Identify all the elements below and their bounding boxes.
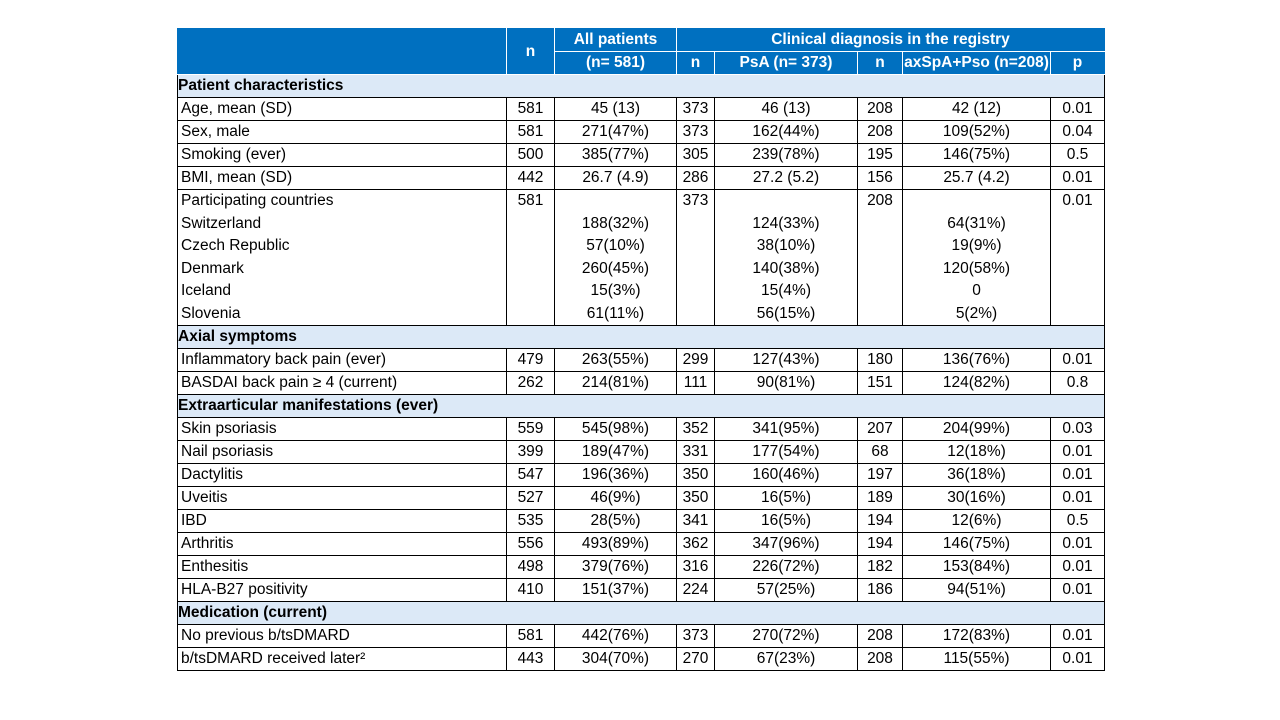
countries-labels <box>178 190 507 326</box>
n-psa: 331 <box>677 441 715 464</box>
p-value: 0.01 <box>1051 625 1105 648</box>
cell-value: 19(9%) <box>951 237 1002 254</box>
row-label: Enthesitis <box>178 556 507 579</box>
n-all: 581 <box>507 625 555 648</box>
n-all: 581 <box>507 121 555 144</box>
row-label: b/tsDMARD received later² <box>178 648 507 671</box>
p-value: 0.01 <box>1051 464 1105 487</box>
cell-value: 120(58%) <box>942 259 1011 277</box>
all-patients-value: 379(76%) <box>555 556 677 579</box>
all-patients-value: 46(9%) <box>555 487 677 510</box>
psa-value: 57(25%) <box>715 579 858 602</box>
header-n-axspa: n <box>858 52 903 75</box>
n-psa: 373 <box>677 98 715 121</box>
cell-value: 373 <box>682 192 709 209</box>
countries-psa-values <box>715 190 858 326</box>
p-value: 0.01 <box>1051 487 1105 510</box>
table-row <box>178 556 1105 579</box>
row-label: IBD <box>178 510 507 533</box>
n-psa: 373 <box>677 625 715 648</box>
all-patients-value: 493(89%) <box>555 533 677 556</box>
n-all: 581 <box>507 98 555 121</box>
n-psa: 270 <box>677 648 715 671</box>
cell-value: 140(38%) <box>752 259 820 277</box>
p-value: 0.01 <box>1051 441 1105 464</box>
n-all: 559 <box>507 418 555 441</box>
n-axspa: 207 <box>858 418 903 441</box>
cell-value: 0.01 <box>1062 192 1093 209</box>
all-patients-value: 45 (13) <box>555 98 677 121</box>
countries-n-axspa <box>858 190 903 326</box>
n-axspa: 194 <box>858 510 903 533</box>
p-value: 0.01 <box>1051 98 1105 121</box>
row-label: Skin psoriasis <box>178 418 507 441</box>
p-value: 0.8 <box>1051 372 1105 395</box>
all-patients-value: 189(47%) <box>555 441 677 464</box>
p-value: 0.01 <box>1051 579 1105 602</box>
cell-value: 260(45%) <box>581 259 650 277</box>
n-psa: 224 <box>677 579 715 602</box>
countries-all-values <box>555 190 677 326</box>
table-row <box>178 418 1105 441</box>
axspa-value: 172(83%) <box>903 625 1051 648</box>
n-all: 442 <box>507 167 555 190</box>
header-p: p <box>1051 52 1105 75</box>
table-row <box>178 533 1105 556</box>
row-label: BASDAI back pain ≥ 4 (current) <box>178 372 507 395</box>
row-label: No previous b/tsDMARD <box>178 625 507 648</box>
row-label: Dactylitis <box>178 464 507 487</box>
p-value: 0.03 <box>1051 418 1105 441</box>
p-value: 0.01 <box>1051 556 1105 579</box>
header-n-all: n <box>507 29 555 75</box>
header-all-patients-count: (n= 581) <box>555 52 677 75</box>
table-row <box>178 349 1105 372</box>
n-axspa: 156 <box>858 167 903 190</box>
cell-value: 124(33%) <box>752 214 820 232</box>
header-axspa: axSpA+Pso (n=208) <box>903 52 1051 75</box>
axspa-value: 25.7 (4.2) <box>903 167 1051 190</box>
psa-value: 90(81%) <box>715 372 858 395</box>
row-label: Smoking (ever) <box>178 144 507 167</box>
cell-value: 56(15%) <box>756 304 816 322</box>
axspa-value: 36(18%) <box>903 464 1051 487</box>
table-row <box>178 144 1105 167</box>
axspa-value: 136(76%) <box>903 349 1051 372</box>
row-label: Sex, male <box>178 121 507 144</box>
axspa-value: 12(18%) <box>903 441 1051 464</box>
row-label: Arthritis <box>178 533 507 556</box>
axspa-value: 109(52%) <box>903 121 1051 144</box>
countries-n-psa <box>677 190 715 326</box>
n-axspa: 68 <box>858 441 903 464</box>
all-patients-value: 271(47%) <box>555 121 677 144</box>
countries-n-all <box>507 190 555 326</box>
n-psa: 111 <box>677 372 715 395</box>
n-all: 479 <box>507 349 555 372</box>
n-all: 556 <box>507 533 555 556</box>
psa-value: 226(72%) <box>715 556 858 579</box>
country-name: Slovenia <box>181 304 241 322</box>
table-row <box>178 372 1105 395</box>
n-all: 410 <box>507 579 555 602</box>
header-blank-cell <box>178 29 507 75</box>
psa-value: 27.2 (5.2) <box>715 167 858 190</box>
cell-value: 64(31%) <box>947 214 1006 232</box>
psa-value: 16(5%) <box>715 510 858 533</box>
axspa-value: 94(51%) <box>903 579 1051 602</box>
psa-value: 177(54%) <box>715 441 858 464</box>
axspa-value: 146(75%) <box>903 144 1051 167</box>
n-axspa: 180 <box>858 349 903 372</box>
cell-value: 15(3%) <box>590 282 641 299</box>
n-axspa: 186 <box>858 579 903 602</box>
psa-value: 160(46%) <box>715 464 858 487</box>
all-patients-value: 304(70%) <box>555 648 677 671</box>
cell-value: 0 <box>972 282 981 299</box>
all-patients-value: 26.7 (4.9) <box>555 167 677 190</box>
table-row <box>178 579 1105 602</box>
axspa-value: 146(75%) <box>903 533 1051 556</box>
p-value: 0.01 <box>1051 349 1105 372</box>
country-name: Switzerland <box>181 214 262 232</box>
header-n-psa: n <box>677 52 715 75</box>
all-patients-value: 263(55%) <box>555 349 677 372</box>
axspa-value: 153(84%) <box>903 556 1051 579</box>
countries-label: Participating countries <box>181 192 334 209</box>
cell-value: 15(4%) <box>761 282 811 299</box>
table-row <box>178 121 1105 144</box>
axspa-value: 30(16%) <box>903 487 1051 510</box>
psa-value: 16(5%) <box>715 487 858 510</box>
country-name: Iceland <box>181 282 231 299</box>
axspa-value: 42 (12) <box>903 98 1051 121</box>
cell-value: 61(11%) <box>586 304 645 322</box>
n-axspa: 151 <box>858 372 903 395</box>
cell-value: 581 <box>517 192 544 209</box>
header-clinical-diagnosis: Clinical diagnosis in the registry <box>677 29 1105 52</box>
all-patients-value: 28(5%) <box>555 510 677 533</box>
section-axial-symptoms: Axial symptoms <box>178 326 1105 349</box>
row-label: BMI, mean (SD) <box>178 167 507 190</box>
n-all: 399 <box>507 441 555 464</box>
table-row <box>178 167 1105 190</box>
n-axspa: 195 <box>858 144 903 167</box>
section-extraarticular: Extraarticular manifestations (ever) <box>178 395 1105 418</box>
row-label: Nail psoriasis <box>178 441 507 464</box>
psa-value: 127(43%) <box>715 349 858 372</box>
row-label: Inflammatory back pain (ever) <box>178 349 507 372</box>
n-psa: 352 <box>677 418 715 441</box>
cell-value: 57(10%) <box>586 237 645 254</box>
cell-value: 38(10%) <box>756 237 816 254</box>
all-patients-value: 151(37%) <box>555 579 677 602</box>
country-name: Czech Republic <box>181 237 290 254</box>
n-all: 262 <box>507 372 555 395</box>
p-value: 0.5 <box>1051 510 1105 533</box>
n-axspa: 194 <box>858 533 903 556</box>
axspa-value: 204(99%) <box>903 418 1051 441</box>
p-value: 0.5 <box>1051 144 1105 167</box>
header-all-patients: All patients <box>555 29 677 52</box>
all-patients-value: 442(76%) <box>555 625 677 648</box>
n-psa: 316 <box>677 556 715 579</box>
n-psa: 362 <box>677 533 715 556</box>
table-row <box>178 98 1105 121</box>
countries-p <box>1051 190 1105 326</box>
all-patients-value: 196(36%) <box>555 464 677 487</box>
psa-value: 239(78%) <box>715 144 858 167</box>
table-row-countries <box>178 190 1105 326</box>
n-all: 535 <box>507 510 555 533</box>
axspa-value: 115(55%) <box>903 648 1051 671</box>
n-axspa: 197 <box>858 464 903 487</box>
n-axspa: 208 <box>858 121 903 144</box>
table-row <box>178 487 1105 510</box>
n-all: 527 <box>507 487 555 510</box>
row-label: Age, mean (SD) <box>178 98 507 121</box>
row-label: Uveitis <box>178 487 507 510</box>
psa-value: 270(72%) <box>715 625 858 648</box>
n-psa: 373 <box>677 121 715 144</box>
n-psa: 341 <box>677 510 715 533</box>
header-psa: PsA (n= 373) <box>715 52 858 75</box>
n-psa: 305 <box>677 144 715 167</box>
country-name: Denmark <box>181 259 244 277</box>
axspa-value: 124(82%) <box>903 372 1051 395</box>
p-value: 0.01 <box>1051 648 1105 671</box>
table-row <box>178 625 1105 648</box>
n-all: 498 <box>507 556 555 579</box>
table-row <box>178 464 1105 487</box>
n-psa: 350 <box>677 487 715 510</box>
psa-value: 162(44%) <box>715 121 858 144</box>
p-value: 0.04 <box>1051 121 1105 144</box>
all-patients-value: 545(98%) <box>555 418 677 441</box>
table-row <box>178 441 1105 464</box>
psa-value: 46 (13) <box>715 98 858 121</box>
n-axspa: 208 <box>858 625 903 648</box>
countries-axspa-values <box>903 190 1051 326</box>
section-patient-characteristics: Patient characteristics <box>178 75 1105 98</box>
cell-value: 5(2%) <box>955 304 998 322</box>
patient-characteristics-table <box>177 28 1105 671</box>
n-all: 547 <box>507 464 555 487</box>
p-value: 0.01 <box>1051 167 1105 190</box>
n-axspa: 208 <box>858 98 903 121</box>
n-psa: 350 <box>677 464 715 487</box>
all-patients-value: 214(81%) <box>555 372 677 395</box>
n-psa: 299 <box>677 349 715 372</box>
n-axspa: 189 <box>858 487 903 510</box>
psa-value: 67(23%) <box>715 648 858 671</box>
cell-value: 208 <box>867 192 893 209</box>
p-value: 0.01 <box>1051 533 1105 556</box>
table-row <box>178 510 1105 533</box>
axspa-value: 12(6%) <box>903 510 1051 533</box>
n-all: 500 <box>507 144 555 167</box>
n-axspa: 208 <box>858 648 903 671</box>
n-axspa: 182 <box>858 556 903 579</box>
n-psa: 286 <box>677 167 715 190</box>
table-row <box>178 648 1105 671</box>
n-all: 443 <box>507 648 555 671</box>
all-patients-value: 385(77%) <box>555 144 677 167</box>
psa-value: 341(95%) <box>715 418 858 441</box>
section-medication: Medication (current) <box>178 602 1105 625</box>
cell-value: 188(32%) <box>581 214 650 232</box>
row-label: HLA-B27 positivity <box>178 579 507 602</box>
psa-value: 347(96%) <box>715 533 858 556</box>
